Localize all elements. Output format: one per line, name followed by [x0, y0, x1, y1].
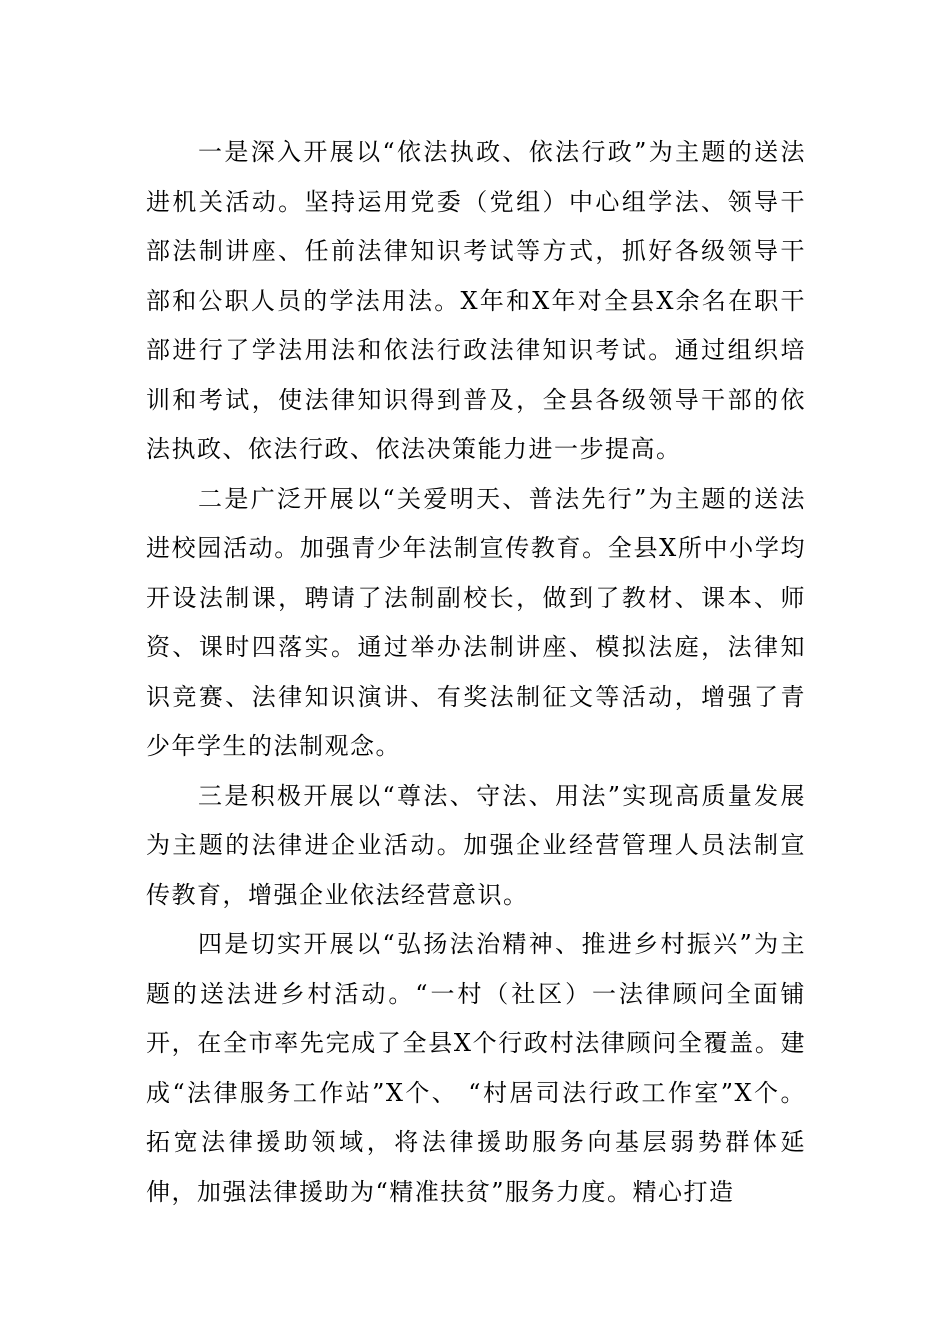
paragraph-4: 四是切实开展以“弘扬法治精神、推进乡村振兴”为主题的送法进乡村活动。“一村（社区）一法律顾问全面铺开，在全市率先完成了全县X个行政村法律顾问全覆盖。建成“法律服务工作站”X个、 “村居司法行政工作室”X个。拓宽法律援助领域，将法律援助服务向基层弱势群体延伸，加强法律援助为“精准扶贫”服务力度。精心打造: [146, 930, 806, 1206]
paragraph-2: 二是广泛开展以“关爱明天、普法先行”为主题的送法进校园活动。加强青少年法制宣传教育。全县X所中小学均开设法制课，聘请了法制副校长，做到了教材、课本、师资、课时四落实。通过举办法制讲座、模拟法庭，法律知识竞赛、法律知识演讲、有奖法制征文等活动，增强了青少年学生的法制观念。: [146, 484, 806, 760]
document-body: [146, 128, 806, 1217]
paragraph-3: 三是积极开展以“尊法、守法、用法”实现高质量发展为主题的法律进企业活动。加强企业经营管理人员法制宣传教育，增强企业依法经营意识。: [146, 781, 806, 909]
paragraph-1: 一是深入开展以“依法执政、依法行政”为主题的送法进机关活动。坚持运用党委（党组）中心组学法、领导干部法制讲座、任前法律知识考试等方式，抓好各级领导干部和公职人员的学法用法。X年和X年对全县X余名在职干部进行了学法用法和依法行政法律知识考试。通过组织培训和考试，使法律知识得到普及，全县各级领导干部的依法执政、依法行政、依法决策能力进一步提高。: [146, 138, 806, 463]
